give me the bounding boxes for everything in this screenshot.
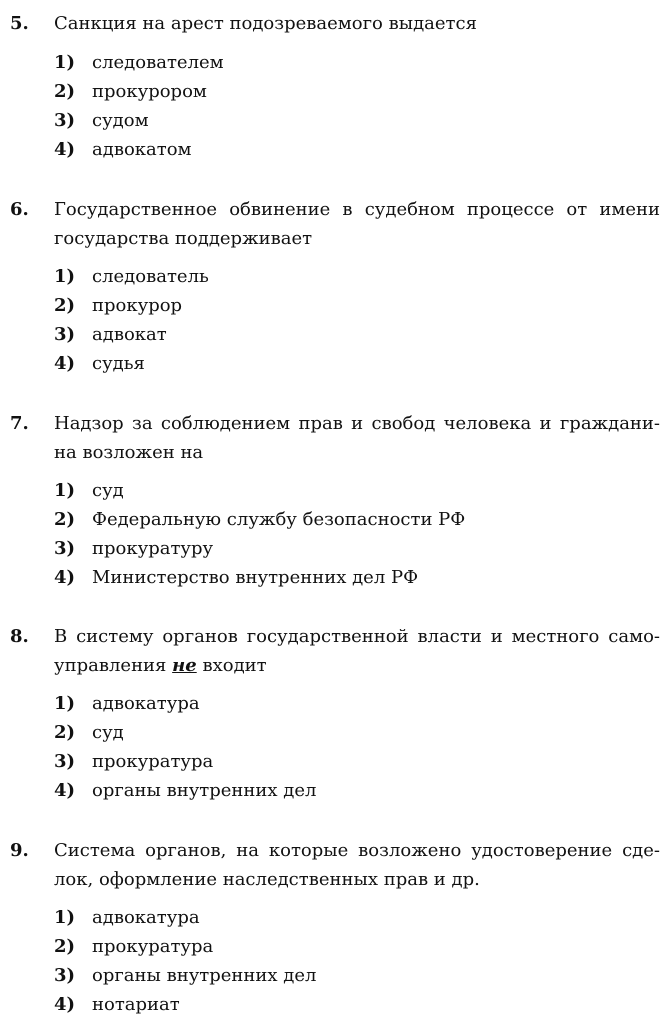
option-number: 2) xyxy=(54,295,76,316)
option-text: следователь xyxy=(92,266,209,287)
question-number: 9. xyxy=(10,840,29,861)
answer-option[interactable] xyxy=(54,291,654,320)
answer-option[interactable] xyxy=(54,563,654,592)
option-text: судом xyxy=(92,110,149,131)
answer-option[interactable] xyxy=(54,48,654,77)
option-text: адвокатура xyxy=(92,907,200,928)
option-text: адвокатура xyxy=(92,693,200,714)
question-stem xyxy=(54,409,660,467)
option-text: органы внутренних дел xyxy=(92,780,317,801)
option-number: 4) xyxy=(54,353,76,374)
option-text: органы внутренних дел xyxy=(92,965,317,986)
option-text: прокуратуру xyxy=(92,538,214,559)
option-number: 2) xyxy=(54,509,76,530)
answer-option[interactable] xyxy=(54,689,654,718)
option-number: 4) xyxy=(54,139,76,160)
option-number: 3) xyxy=(54,538,76,559)
question-stem xyxy=(54,622,660,680)
option-number: 4) xyxy=(54,994,76,1015)
question-stem xyxy=(54,836,660,894)
answer-option[interactable] xyxy=(54,932,654,961)
answer-option[interactable] xyxy=(54,77,654,106)
answer-option[interactable] xyxy=(54,534,654,563)
answer-option[interactable] xyxy=(54,262,654,291)
question-number: 5. xyxy=(10,13,29,34)
stem-line: Санкция на арест подозреваемого выдается xyxy=(54,13,477,34)
option-text: нотариат xyxy=(92,994,180,1015)
stem-line: государства поддерживает xyxy=(54,228,313,249)
stem-line xyxy=(54,651,660,680)
answer-option[interactable] xyxy=(54,320,654,349)
option-text: прокурором xyxy=(92,81,207,102)
option-text: суд xyxy=(92,722,124,743)
option-number: 1) xyxy=(54,266,76,287)
option-text: прокуратура xyxy=(92,751,214,772)
answer-option[interactable] xyxy=(54,505,654,534)
option-text: адвокат xyxy=(92,324,167,345)
option-text: суд xyxy=(92,480,124,501)
stem-line: Система органов, на которые возложено удостоверение сде- xyxy=(54,840,660,861)
stem-line: на возложен на xyxy=(54,442,204,463)
answer-option[interactable] xyxy=(54,106,654,135)
option-number: 1) xyxy=(54,693,76,714)
option-number: 1) xyxy=(54,480,76,501)
option-number: 4) xyxy=(54,567,76,588)
stem-line: Надзор за соблюдением прав и свобод человека и граждани- xyxy=(54,413,660,434)
question-number: 7. xyxy=(10,413,29,434)
option-number: 4) xyxy=(54,780,76,801)
answer-option[interactable] xyxy=(54,903,654,932)
option-number: 3) xyxy=(54,965,76,986)
option-text: Федеральную службу безопасности РФ xyxy=(92,509,466,530)
option-number: 2) xyxy=(54,81,76,102)
answer-options xyxy=(54,476,654,592)
stem-line: Государственное обвинение в судебном процессе от имени xyxy=(54,199,660,220)
answer-option[interactable] xyxy=(54,747,654,776)
answer-options xyxy=(54,262,654,378)
question-stem xyxy=(54,9,660,38)
answer-option[interactable] xyxy=(54,718,654,747)
stem-text: входит xyxy=(196,655,267,676)
answer-option[interactable] xyxy=(54,476,654,505)
option-text: прокуратура xyxy=(92,936,214,957)
stem-line: лок, оформление наследственных прав и др. xyxy=(54,869,480,890)
option-text: адвокатом xyxy=(92,139,192,160)
option-number: 1) xyxy=(54,52,76,73)
stem-line: В систему органов государственной власти и местного само- xyxy=(54,626,660,647)
question-number: 8. xyxy=(10,626,29,647)
answer-options xyxy=(54,48,654,164)
option-text: судья xyxy=(92,353,145,374)
answer-option[interactable] xyxy=(54,961,654,990)
answer-option[interactable] xyxy=(54,349,654,378)
stem-text: управления xyxy=(54,655,173,676)
option-number: 3) xyxy=(54,324,76,345)
option-number: 3) xyxy=(54,110,76,131)
answer-option[interactable] xyxy=(54,990,654,1019)
question-number: 6. xyxy=(10,199,29,220)
option-text: Министерство внутренних дел РФ xyxy=(92,567,419,588)
option-number: 2) xyxy=(54,722,76,743)
negation-emphasis: не xyxy=(172,655,197,676)
option-text: прокурор xyxy=(92,295,183,316)
answer-options xyxy=(54,689,654,805)
question-stem xyxy=(54,195,660,253)
answer-options xyxy=(54,903,654,1019)
option-number: 3) xyxy=(54,751,76,772)
answer-option[interactable] xyxy=(54,135,654,164)
option-number: 1) xyxy=(54,907,76,928)
answer-option[interactable] xyxy=(54,776,654,805)
option-number: 2) xyxy=(54,936,76,957)
option-text: следователем xyxy=(92,52,224,73)
